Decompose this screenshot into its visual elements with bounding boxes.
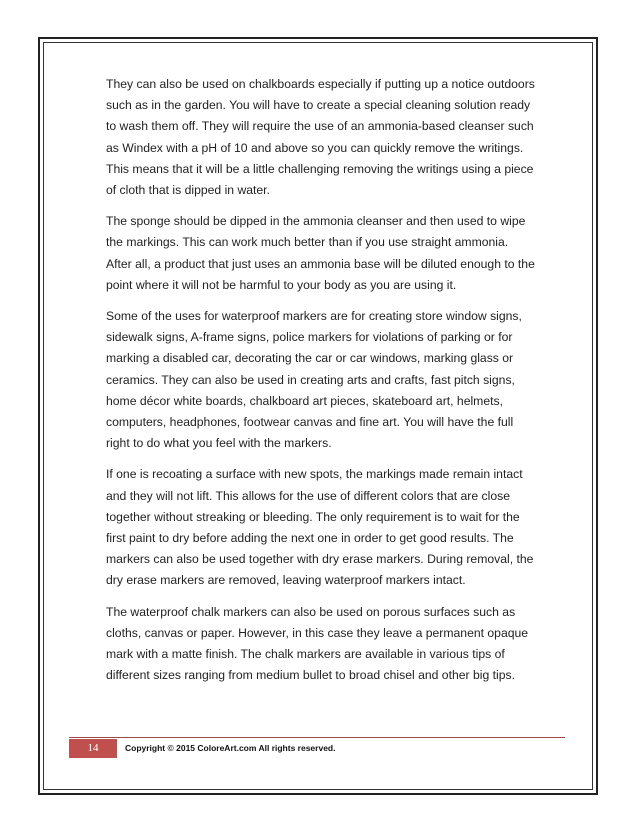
page-number: 14 (69, 739, 117, 758)
footer-rule (69, 737, 565, 738)
document-body (106, 74, 536, 696)
paragraph-chalkboards: They can also be used on chalkboards especially if putting up a notice outdoors such as in the garden. You will have to create a special cleaning solution ready to wash them off. They will require the use of an ammonia-based cleanser such as Windex with a pH of 10 and above so you can quickly remove the writings. This means that it will be a little challenging removing the writings using a piece of cloth that is dipped in water. (106, 77, 535, 198)
page-footer (69, 737, 565, 759)
paragraph-recoating: If one is recoating a surface with new spots, the markings made remain intact and they will not lift. This allows for the use of different colors that are close together without streaking or bleeding. The only requirement is to wait for the first paint to dry before adding the next one in order to get good results. The markers can also be used together with dry erase markers. During removal, the dry erase markers are removed, leaving waterproof markers intact. (106, 467, 534, 588)
paragraph-porous-surfaces: The waterproof chalk markers can also be used on porous surfaces such as cloths, canvas or paper. However, in this case they leave a permanent opaque mark with a matte finish. The chalk markers are available in various tips of different sizes ranging from medium bullet to broad chisel and other big tips. (106, 604, 529, 683)
copyright-notice: Copyright © 2015 ColoreArt.com All rights reserved. (125, 743, 336, 753)
paragraph-sponge: The sponge should be dipped in the ammonia cleanser and then used to wipe the markings. This can work much better than if you use straight ammonia. After all, a product that just uses an ammonia base will be diluted enough to the point where it will not be harmful to your body as you are using it. (106, 214, 535, 292)
paragraph-uses: Some of the uses for waterproof markers are for creating store window signs, sidewalk signs, A-frame signs, police markers for violations of parking or for marking a disabled car, decorating the car or car windows, marking glass or ceramics. They can also be used in creating arts and crafts, fast pitch signs, home décor white boards, chalkboard art pieces, skateboard art, helmets, computers, headphones, footwear canvas and fine art. You will have the full right to do what you feel with the markers. (106, 309, 522, 451)
